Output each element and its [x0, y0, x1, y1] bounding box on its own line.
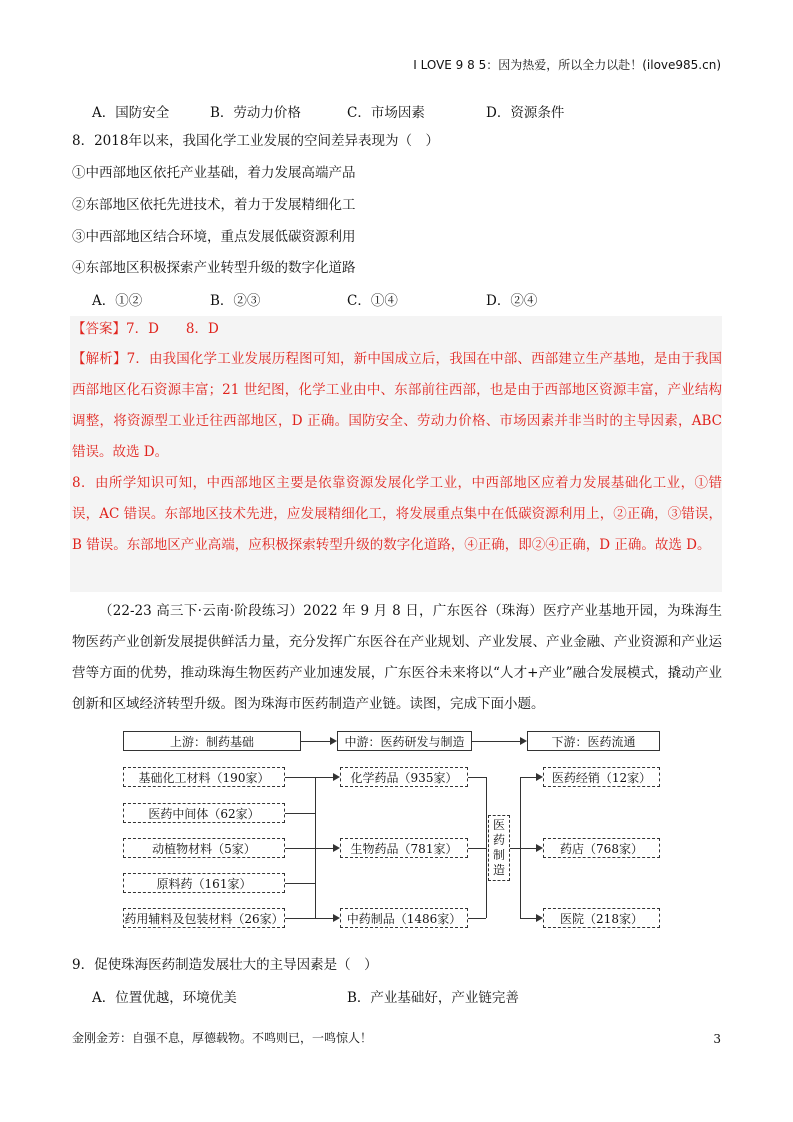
q9-option-b: B．产业基础好，产业链完善 — [347, 990, 519, 1006]
answer-line: 【答案】7．D 8．D — [72, 321, 219, 337]
q9-option-a: A．位置优越，环境优美 — [92, 990, 237, 1006]
arrow-icon — [330, 737, 337, 745]
q8-option-b: B．②③ — [210, 293, 261, 309]
hub-manufacturing: 医药制造 — [488, 815, 510, 881]
arrow-icon — [536, 773, 543, 781]
q8-option-a: A．①② — [92, 293, 143, 309]
q7-option-c: C．市场因素 — [347, 105, 425, 121]
upstream-item: 动植物材料（5家） — [123, 838, 285, 858]
q8-stem: 8．2018年以来，我国化学工业发展的空间差异表现为（ ） — [72, 133, 439, 149]
analysis-7: 【解析】7．由我国化学工业发展历程图可知，新中国成立后，我国在中部、西部建立生产基地，是由于我国西部地区化石资源丰富；21 世纪图，化学工业由中、东部前往西部，也是由于西部地区资源丰富，产业结构调整，将资源型工业迁往西部地区，D 正确。国防安全、劳动力价格、市场因素并非当时的主导因素，ABC 错误。故选 D。 — [72, 351, 722, 460]
arrow-icon — [520, 737, 527, 745]
arrow-icon — [333, 844, 340, 852]
downstream-item: 医药经销（12家） — [543, 767, 660, 787]
q8-item-2: ②东部地区依托先进技术，着力于发展精细化工 — [72, 197, 356, 213]
header-downstream: 下游：医药流通 — [527, 731, 660, 751]
upstream-item: 医药中间体（62家） — [123, 803, 285, 823]
upstream-item: 原料药（161家） — [123, 873, 285, 893]
arrow-icon — [333, 914, 340, 922]
q8-option-d: D．②④ — [486, 293, 538, 309]
midstream-item: 生物药品（781家） — [340, 838, 468, 858]
q9-stem: 9．促使珠海医药制造发展壮大的主导因素是（ ） — [72, 957, 378, 973]
q8-item-3: ③中西部地区结合环境，重点发展低碳资源利用 — [72, 229, 356, 245]
upstream-item: 基础化工材料（190家） — [123, 767, 285, 787]
q8-option-c: C．①④ — [347, 293, 398, 309]
header-upstream: 上游：制药基础 — [123, 731, 301, 751]
q7-option-a: A．国防安全 — [92, 105, 170, 121]
arrow-icon — [536, 844, 543, 852]
analysis-8: 8．由所学知识可知，中西部地区主要是依靠资源发展化学工业，中西部地区应着力发展基础化工业，①错误，AC 错误。东部地区技术先进，应发展精细化工，将发展重点集中在低碳资源利用上，②正确，③错误，B 错误。东部地区产业高端，应积极探索转型升级的数字化道路，④正确，即②④正确，D 正确。故选 D。 — [72, 475, 722, 553]
q8-item-1: ①中西部地区依托产业基础，着力发展高端产品 — [72, 165, 356, 181]
midstream-item: 中药制品（1486家） — [340, 908, 468, 928]
downstream-item: 医院（218家） — [543, 908, 660, 928]
arrow-icon — [536, 914, 543, 922]
intro-paragraph: （22-23 高三下·云南·阶段练习）2022 年 9 月 8 日，广东医谷（珠海）医疗产业基地开园，为珠海生物医药产业创新发展提供鲜活力量，充分发挥广东医谷在产业规划、产业发展、产业金融、产业资源和产业运营等方面的优势，推动珠海生物医药产业加速发展，广东医谷未来将以“人才+产业”融合发展模式，撬动产业创新和区域经济转型升级。图为珠海市医药制造产业链。读图，完成下面小题。 — [72, 603, 722, 712]
q7-option-b: B．劳动力价格 — [210, 105, 301, 121]
q7-option-d: D．资源条件 — [486, 105, 565, 121]
upstream-item: 药用辅料及包装材料（26家） — [123, 908, 285, 928]
midstream-item: 化学药品（935家） — [340, 767, 468, 787]
arrow-icon — [333, 773, 340, 781]
header-midstream: 中游：医药研发与制造 — [337, 731, 472, 751]
page-number: 3 — [713, 1032, 721, 1046]
page-header: I LOVE 9 8 5：因为热爱，所以全力以赴！(ilove985.cn) — [413, 58, 721, 72]
footer-motto: 金刚金芳：自强不息，厚德载物。不鸣则已，一鸣惊人！ — [72, 1031, 373, 1045]
downstream-item: 药店（768家） — [543, 838, 660, 858]
q8-item-4: ④东部地区积极探索产业转型升级的数字化道路 — [72, 260, 356, 276]
